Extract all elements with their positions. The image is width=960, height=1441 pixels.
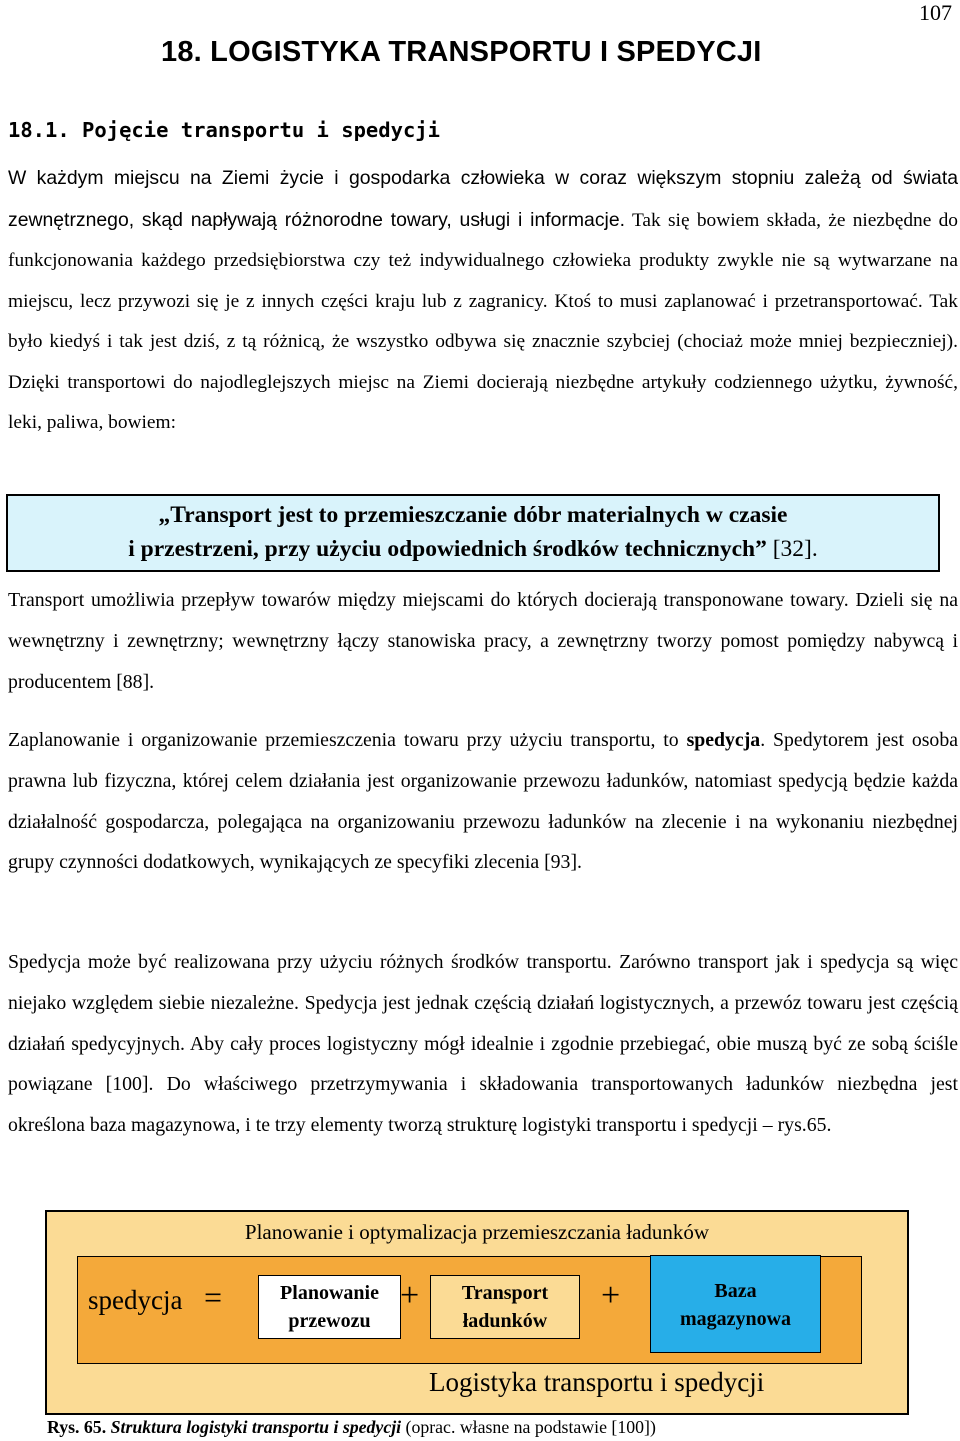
spedycja-label: spedycja bbox=[88, 1285, 183, 1315]
paragraph-spedycja-after: . Spedytorem jest osoba prawna lub fizyczna, której celem działania jest organizowanie przewozu ładunków, natomiast spedycją będzie każda działalność gospodarcza, polegająca na organizowaniu przewozu ładunków na zlecenie i na wykonaniu niezbędnej grupy czynności dodatkowych, wynikających ze specyfiki zlecenia [93]. bbox=[8, 729, 958, 874]
figure-caption bbox=[47, 1417, 656, 1438]
chapter-title: 18. LOGISTYKA TRANSPORTU I SPEDYCJI bbox=[161, 36, 762, 68]
plus-sign-2: + bbox=[601, 1277, 621, 1314]
planning-box-line-2: przewozu bbox=[288, 1310, 371, 1332]
warehouse-box-line-2: magazynowa bbox=[679, 1308, 792, 1330]
paragraph-intro-part2: Tak się bowiem składa, że niezbędne do funkcjonowania każdego przedsiębiorstwa czy też indywidualnego człowieka produkty zwykle nie są wytwarzane na miejscu, lecz przywozi się je z innych części kraju lub z zagranicy. Ktoś to musi zaplanować i przetransportować. Tak było kiedyś i tak jest dziś, z tą różnicą, że wszystko odbywa się znacznie szybciej (chociaż może mniej bezpieczniej). Dzięki transportowi do najodleglejszych miejsc na Ziemi docierają niezbędne artykuły codziennego użytku, żywność, leki, paliwa, bowiem: bbox=[8, 209, 958, 433]
definition-line-2 bbox=[8, 534, 938, 564]
paragraph-spedycja-before: Zaplanowanie i organizowanie przemieszczenia towaru przy użyciu transportu, to bbox=[8, 729, 687, 751]
plus-sign-1: + bbox=[400, 1277, 420, 1314]
caption-label: Rys. 65. bbox=[47, 1417, 107, 1437]
planning-box bbox=[258, 1275, 401, 1339]
planning-box-line-1: Planowanie bbox=[280, 1282, 379, 1304]
transport-box-line-1: Transport bbox=[461, 1282, 549, 1304]
warehouse-box-line-1: Baza bbox=[714, 1280, 757, 1302]
definition-box bbox=[6, 494, 940, 572]
paragraph-logistics: Spedycja może być realizowana przy użyciu różnych środków transportu. Zarówno transport jak i spedycja są więc niejako względem siebie niezależne. Spedycja jest jednak częścią działań logistycznych, a przewóz towaru jest częścią działań spedycyjnych. Aby cały proces logistyczny mógł idealnie i zgodnie przebiegać, obie muszą być ze sobą ściśle powiązane [100]. Do właściwego przetrzymywania i składowania transportowanych ładunków niezbędna jest określona baza magazynowa, i te trzy elementy tworzą strukturę logistyki transportu i spedycji – rys.65. bbox=[8, 951, 958, 1137]
structure-diagram bbox=[45, 1210, 909, 1415]
transport-box-line-2: ładunków bbox=[462, 1310, 548, 1332]
caption-note: (oprac. własne na podstawie [100]) bbox=[401, 1417, 656, 1437]
section-title: 18.1. Pojęcie transportu i spedycji bbox=[8, 118, 440, 142]
page-number: 107 bbox=[919, 0, 952, 25]
caption-title: Struktura logistyki transportu i spedycji bbox=[110, 1417, 402, 1437]
definition-line-2-text: i przestrzeni, przy użyciu odpowiednich środków technicznych” bbox=[128, 536, 767, 562]
diagram-top-label: Planowanie i optymalizacja przemieszczania ładunków bbox=[244, 1220, 710, 1244]
transport-box bbox=[430, 1275, 580, 1339]
paragraph-transport: Transport umożliwia przepływ towarów między miejscami do których docierają transponowane towary. Dzieli się na wewnętrzny i zewnętrzny; wewnętrzny łączy stanowiska pracy, a zewnętrzny tworzy pomost pomiędzy nabywcą i producentem [88]. bbox=[8, 589, 958, 693]
diagram-bottom-label: Logistyka transportu i spedycji bbox=[429, 1367, 765, 1397]
equals-sign: = bbox=[204, 1279, 223, 1315]
definition-line-1: „Transport jest to przemieszczanie dóbr materialnych w czasie bbox=[158, 502, 788, 528]
term-spedycja: spedycja bbox=[686, 729, 761, 751]
definition-reference: [32]. bbox=[766, 536, 818, 562]
paragraph-intro bbox=[8, 158, 958, 444]
paragraph-spedycja bbox=[8, 720, 958, 883]
warehouse-box bbox=[650, 1255, 821, 1353]
paragraph-intro-part1: W każdym miejscu na Ziemi życie i gospodarka człowieka w coraz większym stopniu zależą od świata zewnętrznego, skąd napływają różnorodne towary, usługi i informacje. bbox=[8, 167, 958, 231]
spedycja-box bbox=[77, 1256, 862, 1364]
